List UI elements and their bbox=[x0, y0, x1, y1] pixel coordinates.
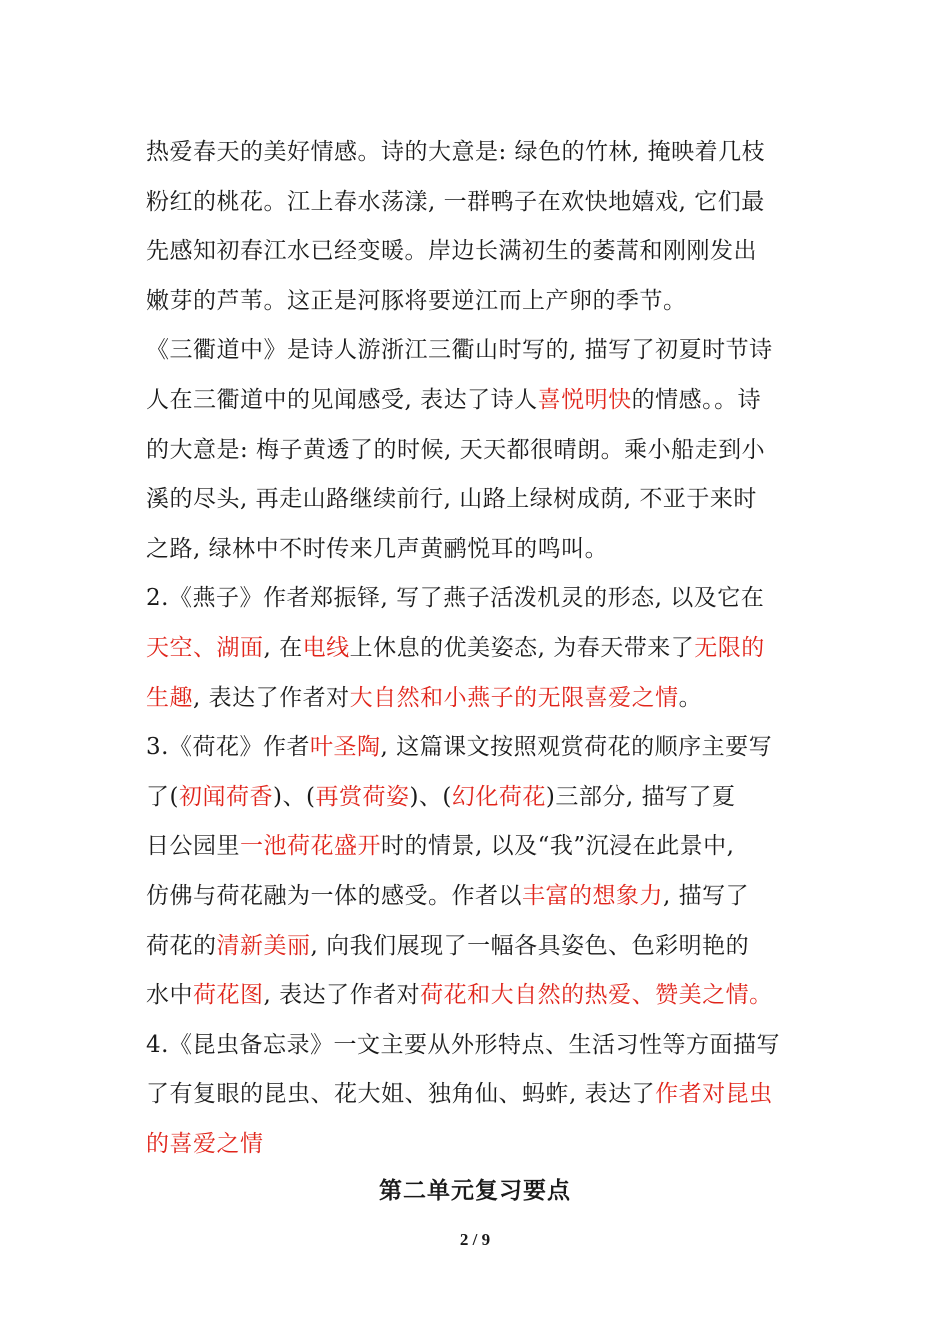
text-line bbox=[146, 872, 826, 922]
highlighted-text: 再赏荷姿 bbox=[315, 783, 410, 810]
text-segment: 嫩芽的芦苇。这正是河豚将要逆江而上产卵的季节。 bbox=[146, 287, 687, 314]
text-segment: 仿佛与荷花融为一体的感受。作者以 bbox=[146, 882, 522, 909]
text-segment: , 表达了作者对 bbox=[263, 982, 421, 1009]
text-line bbox=[146, 822, 826, 872]
text-segment: 。 bbox=[678, 684, 703, 711]
highlighted-text: 喜悦明快 bbox=[537, 386, 632, 413]
text-segment: 人在三衢道中的见闻感受, 表达了诗人 bbox=[146, 386, 538, 413]
text-line bbox=[146, 922, 826, 972]
text-line bbox=[146, 1120, 826, 1170]
text-line bbox=[146, 376, 826, 426]
text-segment: 2.《燕子》作者郑振铎, 写了燕子活泼机灵的形态, 以及它在 bbox=[146, 585, 765, 612]
highlighted-text: 无限的 bbox=[694, 634, 765, 661]
text-segment: , 这篇课文按照观赏荷花的顺序主要写 bbox=[380, 734, 773, 761]
text-line bbox=[146, 773, 826, 823]
text-segment: 先感知初春江水已经变暖。岸边长满初生的萎蒿和刚刚发出 bbox=[146, 238, 757, 265]
highlighted-text: 清新美丽 bbox=[216, 932, 311, 959]
text-segment: 上休息的优美姿态, 为春天带来了 bbox=[349, 634, 695, 661]
highlighted-text: 一池荷花盛开 bbox=[240, 833, 381, 860]
body-text bbox=[146, 128, 826, 1169]
text-segment: )、( bbox=[272, 783, 316, 810]
section-heading: 第二单元复习要点 bbox=[379, 1177, 571, 1204]
text-segment: 热爱春天的美好情感。诗的大意是: 绿色的竹林, 掩映着几枝 bbox=[146, 139, 766, 165]
highlighted-text: 作者对昆虫 bbox=[655, 1081, 773, 1108]
text-segment: 4.《昆虫备忘录》一文主要从外形特点、生活习性等方面描写 bbox=[146, 1031, 780, 1058]
text-segment: 的大意是: 梅子黄透了的时候, 天天都很晴朗。乘小船走到小 bbox=[146, 436, 766, 463]
text-line bbox=[146, 971, 826, 1021]
highlighted-text: 荷花和大自然的热爱、赞美之情。 bbox=[420, 982, 773, 1009]
text-line bbox=[146, 574, 826, 624]
text-line bbox=[146, 326, 826, 376]
text-line bbox=[146, 1070, 826, 1120]
text-segment: 溪的尽头, 再走山路继续前行, 山路上绿树成荫, 不亚于来时 bbox=[146, 486, 757, 513]
text-segment: 了( bbox=[146, 783, 179, 810]
text-line bbox=[146, 227, 826, 277]
highlighted-text: 荷花图 bbox=[193, 982, 264, 1009]
text-line bbox=[146, 178, 826, 228]
text-line bbox=[146, 475, 826, 525]
text-line bbox=[146, 426, 826, 476]
highlighted-text: 电线 bbox=[302, 634, 350, 661]
text-segment: 荷花的 bbox=[146, 932, 217, 959]
text-segment: , 描写了 bbox=[663, 882, 750, 909]
text-segment: 了有复眼的昆虫、花大姐、独角仙、蚂蚱, 表达了 bbox=[146, 1081, 656, 1108]
text-segment: 之路, 绿林中不时传来几声黄鹂悦耳的鸣叫。 bbox=[146, 535, 609, 562]
highlighted-text: 叶圣陶 bbox=[309, 734, 381, 761]
highlighted-text: 天空、湖面 bbox=[146, 634, 264, 661]
text-segment: , 在 bbox=[263, 634, 303, 661]
text-segment: 时的情景, 以及“我”沉浸在此景中, bbox=[381, 833, 735, 860]
highlighted-text: 丰富的想象力 bbox=[522, 882, 663, 909]
text-segment: 3.《荷花》作者 bbox=[146, 734, 310, 761]
text-segment: 《三衢道中》是诗人游浙江三衢山时写的, 描写了初夏时节诗 bbox=[146, 337, 773, 364]
text-segment: 粉红的桃花。江上春水荡漾, 一群鸭子在欢快地嬉戏, 它们最 bbox=[146, 188, 765, 215]
text-line bbox=[146, 128, 826, 178]
highlighted-text: 幻化荷花 bbox=[451, 783, 546, 810]
highlighted-text: 的喜爱之情 bbox=[146, 1130, 264, 1157]
text-line bbox=[146, 277, 826, 327]
text-line bbox=[146, 723, 826, 773]
text-segment: 日公园里 bbox=[146, 833, 240, 860]
text-segment: 水中 bbox=[146, 982, 193, 1009]
text-segment: )、( bbox=[409, 783, 452, 810]
text-segment: )三部分, 描写了夏 bbox=[545, 783, 736, 810]
text-line bbox=[146, 674, 826, 724]
page-number: 2 / 9 bbox=[459, 1230, 491, 1249]
text-segment: , 表达了作者对 bbox=[193, 684, 350, 711]
highlighted-text: 大自然和小燕子的无限喜爱之情 bbox=[349, 684, 679, 711]
text-segment: , 向我们展现了一幅各具姿色、色彩明艳的 bbox=[310, 932, 750, 959]
text-segment: 的情感。。诗 bbox=[631, 386, 762, 413]
highlighted-text: 生趣 bbox=[146, 684, 193, 711]
text-line bbox=[146, 525, 826, 575]
text-line bbox=[146, 1021, 826, 1071]
text-line bbox=[146, 624, 826, 674]
highlighted-text: 初闻荷香 bbox=[178, 783, 273, 810]
